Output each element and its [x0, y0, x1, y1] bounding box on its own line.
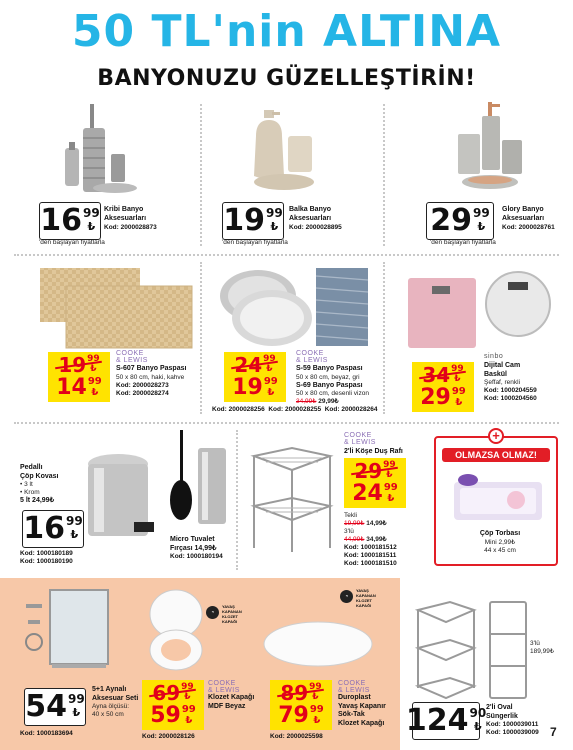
divider [200, 104, 202, 246]
brand-logo: COOKE & LEWIS [208, 680, 240, 694]
from-prices-note: 'den başlayan fiyatlarla [222, 239, 288, 246]
product-code: Kod: 2000028761 [502, 224, 555, 231]
balka-accessories-image [242, 106, 322, 196]
divider [383, 262, 385, 414]
mirror-accessory-set-image [22, 584, 122, 684]
discount-tag: 69 99 ₺ 59 99 ₺ [142, 680, 204, 730]
product-name: 2'li Köşe Duş Rafı [344, 448, 403, 455]
toilet-seat-duroplast-image [260, 616, 378, 672]
digital-scale-image [404, 270, 554, 350]
product-info: S-59 Banyo Paspası 50 x 80 cm, beyaz, gri S-69 Banyo Paspası 50 x 80 cm, desenli vizon 34,99₺ 29,99₺ [296, 365, 369, 405]
product-code: Kod: 2000028895 [289, 224, 342, 231]
garbage-bags-image [446, 468, 548, 524]
brand-logo: COOKE & LEWIS [338, 680, 370, 694]
product-info: Çöp Torbası Mini 2,99₺ 44 x 45 cm [479, 530, 521, 554]
product-codes: Kod: 1000180189 Kod: 1000180190 [20, 550, 73, 565]
product-codes: Kod: 2000028256 Kod: 2000028255 Kod: 2000028264 [212, 406, 378, 413]
product-info: S-607 Banyo Paspası 50 x 80 cm, haki, kahve Kod: 2000028273 Kod: 2000028274 [116, 365, 187, 397]
product-info: Klozet Kapağı MDF Beyaz [208, 694, 255, 710]
corner-shower-shelf-image [248, 444, 338, 556]
divider [383, 104, 385, 246]
discount-tag: 19 99 ₺ 14 99 ₺ [48, 352, 110, 402]
product-info: 5+1 Aynalı Aksesuar Seti Ayna ölçüsü: 40 x 50 cm [92, 686, 139, 718]
divider [14, 422, 559, 424]
product-code: Kod: 2000025598 [270, 733, 323, 740]
slow-close-label: YAVAŞ KAPANAN KLOZET KAPAĞI [356, 588, 376, 608]
slow-close-icon: ◔ [206, 606, 219, 619]
toilet-seat-mdf-image [146, 588, 206, 672]
slow-close-label: YAVAŞ KAPANAN KLOZET KAPAĞI [222, 604, 242, 624]
slow-close-icon: ◔ [340, 590, 353, 603]
product-info: 3'lü 189,99₺ [530, 640, 555, 655]
page-title: 50 TL'nin ALTINA [71, 6, 502, 57]
brand-logo: COOKE & LEWIS [116, 350, 148, 364]
discount-tag: 89 99 ₺ 79 99 ₺ [270, 680, 332, 730]
product-name: Glory Banyo Aksesuarları [502, 206, 545, 222]
product-name: Kribi Banyo Aksesuarları [104, 206, 147, 222]
pedal-bin-image [82, 448, 158, 548]
olmazsa-olmaz-banner: OLMAZSA OLMAZ! [442, 448, 550, 462]
divider [236, 430, 238, 570]
product-info: Tekli 19,99₺ 14,99₺ 3'lü 44,99₺ 34,99₺ Kod: 1000181512 Kod: 1000181511 Kod: 1000181510 [344, 512, 397, 567]
kribi-accessories-image [55, 96, 140, 196]
product-name: Balka Banyo Aksesuarları [289, 206, 332, 222]
product-info: Micro Tuvalet Fırçası 14,99₺ Kod: 1000180194 [170, 536, 223, 560]
toilet-brush-image [164, 428, 234, 530]
price-box: 16 99 ₺ [40, 203, 100, 238]
price-box: 124 90 ₺ [405, 703, 487, 738]
price-box: 29 99 ₺ [426, 202, 494, 240]
brand-logo: COOKE & LEWIS [344, 432, 376, 446]
glory-accessories-image [448, 100, 533, 195]
product-code: Kod: 2000028873 [104, 224, 157, 231]
discount-tag: 29 99 ₺ 24 99 ₺ [344, 458, 406, 508]
product-info: Duroplast Yavaş Kapanır Sök-Tak Klozet Kapağı [338, 694, 386, 727]
brand-logo: COOKE & LEWIS [296, 350, 328, 364]
brand-logo: sinbo [484, 353, 504, 360]
from-prices-note: 'den başlayan fiyatlarla [39, 239, 105, 246]
page-number: 7 [550, 725, 557, 739]
discount-tag: 34 99 ₺ 29 99 ₺ [412, 362, 474, 412]
bath-mat-image [36, 266, 196, 350]
product-code: Kod: 1000183694 [20, 730, 73, 737]
price-box: 19 99 ₺ [223, 203, 283, 238]
product-info: Dijital Cam Baskül Şeffaf, renkli Kod: 1000204559 Kod: 1000204560 [484, 362, 537, 402]
from-prices-note: 'den başlayan fiyatlarla [430, 239, 496, 246]
price-box: 54 99 ₺ [25, 689, 85, 724]
divider [200, 262, 202, 414]
divider [14, 254, 559, 256]
plus-icon: + [488, 428, 504, 444]
product-info: 2'li Oval Süngerlik Kod: 1000039011 Kod: 1000039009 [486, 704, 539, 736]
discount-tag: 24 99 ₺ 19 99 ₺ [224, 352, 286, 402]
oval-mat-image [210, 266, 372, 350]
product-info: Pedallı Çöp Kovası • 3 lt • Krom 5 lt 24,99₺ [20, 464, 59, 504]
page-subtitle: BANYONUZU GÜZELLEŞTİRİN! [97, 66, 476, 91]
price-box: 16 99 ₺ [23, 511, 83, 546]
product-code: Kod: 2000028126 [142, 733, 195, 740]
